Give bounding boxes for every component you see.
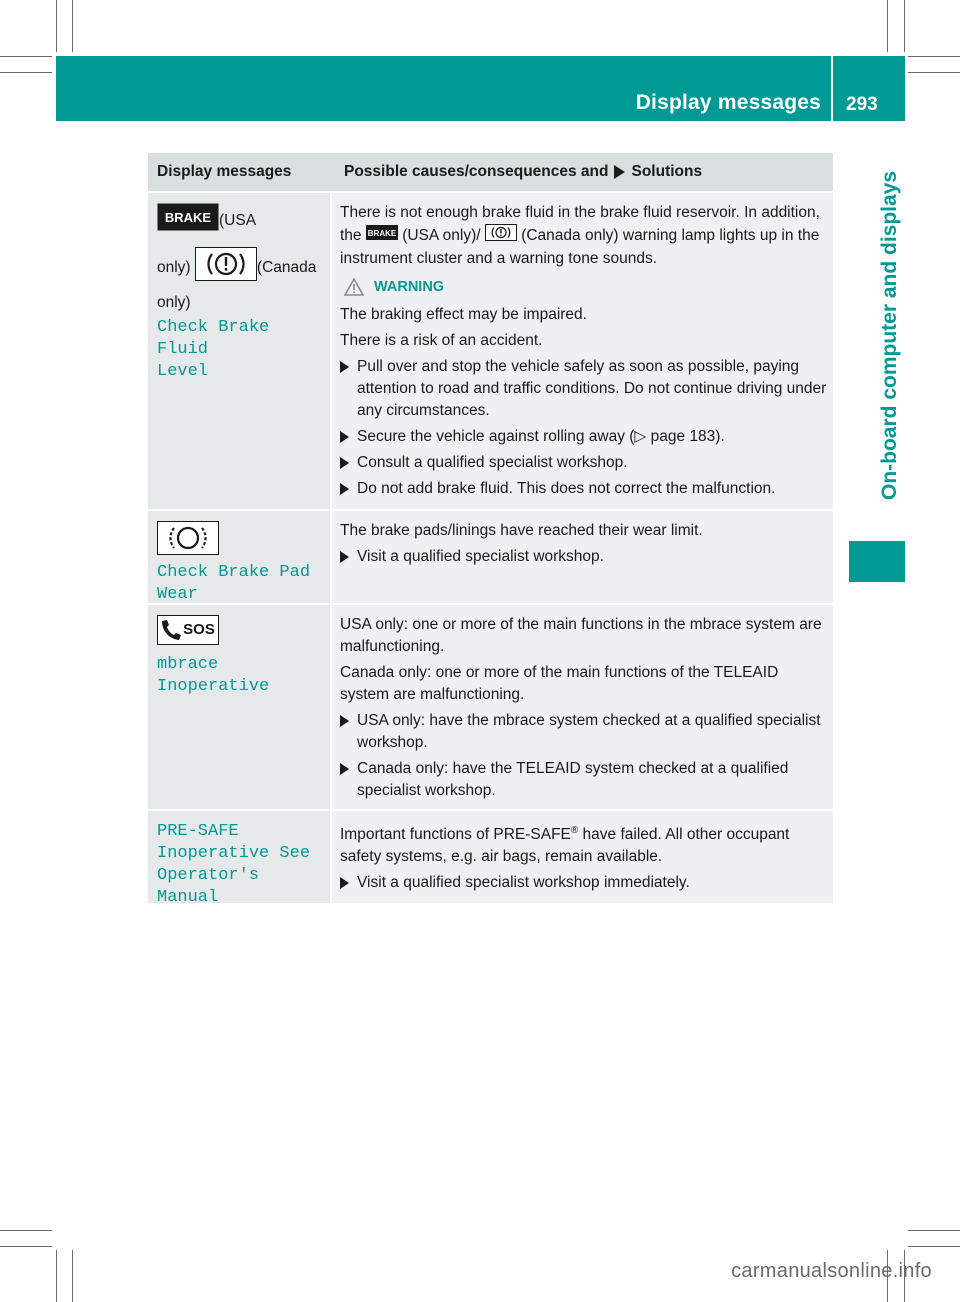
crop-mark: [56, 1250, 57, 1302]
description: [340, 202, 827, 270]
crop-mark: [0, 72, 52, 73]
usa-label: (USA: [219, 212, 257, 230]
solution-step: [340, 356, 827, 422]
crop-mark: [72, 1250, 73, 1302]
description-text: There is not enough brake fluid in the brake fluid reservoir. In addition, the: [340, 204, 820, 245]
solution-step: [340, 758, 827, 802]
display-message-text: Check Brake Pad Wear: [157, 563, 311, 604]
solution-step: [340, 452, 827, 474]
table-row: [148, 193, 833, 511]
arrow-right-icon: [340, 457, 349, 469]
section-tab-marker: [849, 541, 905, 582]
step-text: Consult a qualified specialist workshop.: [357, 454, 628, 471]
description: Canada only: one or more of the main functions of the TELEAID system are malfunctioning.: [340, 664, 779, 703]
page-number: 293: [846, 94, 878, 115]
step-text: Secure the vehicle against rolling away (▷ page 183).: [357, 428, 725, 445]
display-messages-table: [148, 153, 833, 905]
only-label: only): [157, 259, 191, 277]
description-text: (USA only)/: [402, 227, 481, 245]
crop-mark: [908, 1246, 960, 1247]
brake-pad-wear-icon: [157, 521, 219, 560]
arrow-right-icon: [340, 483, 349, 495]
table-header: [148, 153, 833, 193]
warning-text: The braking effect may be impaired.: [340, 306, 587, 323]
brake-warning-icon: [366, 225, 398, 247]
step-text: USA only: have the mbrace system checked at a qualified specialist workshop.: [357, 712, 821, 751]
brake-warning-icon: [157, 203, 219, 239]
column-header-messages: Display messages: [157, 163, 292, 180]
crop-mark: [0, 56, 52, 57]
column-header-solutions-text: Solutions: [631, 163, 703, 180]
table-row: [148, 811, 833, 905]
description: USA only: one or more of the main functions in the mbrace system are malfunctioning.: [340, 616, 822, 655]
warning-heading: [340, 276, 827, 298]
solution-step: [340, 872, 827, 894]
step-text: Visit a qualified specialist workshop immediately.: [357, 874, 690, 892]
display-message-text: Check Brake Fluid Level: [157, 318, 270, 381]
warning-text: There is a risk of an accident.: [340, 332, 543, 349]
solution-cell: [332, 511, 833, 603]
crop-mark: [0, 1246, 52, 1247]
warning-triangle-icon: [344, 278, 364, 296]
step-text: Canada only: have the TELEAID system checked at a qualified specialist workshop.: [357, 760, 789, 799]
solution-step: [340, 478, 827, 500]
arrow-right-icon: [340, 431, 349, 443]
arrow-right-icon: [340, 877, 349, 889]
arrow-right-icon: [340, 551, 349, 563]
canada-label: (Canada: [256, 259, 317, 277]
description: The brake pads/linings have reached their wear limit.: [340, 522, 703, 539]
registered-mark: ®: [570, 825, 579, 836]
solution-cell: [332, 193, 833, 509]
message-cell: [148, 511, 332, 603]
page-title: Display messages: [635, 91, 821, 114]
solution-cell: [332, 605, 833, 809]
indicator-line: [157, 203, 322, 239]
message-cell: [148, 811, 332, 907]
solution-cell: [332, 811, 833, 903]
step-text: Visit a qualified specialist workshop.: [357, 548, 604, 565]
display-message-text: PRE-SAFE Inoperative See Operator's Manual: [157, 822, 311, 907]
description: [340, 820, 827, 868]
solution-step: [340, 426, 827, 448]
crop-mark: [908, 72, 960, 73]
arrow-right-icon: [340, 715, 349, 727]
solution-step: [340, 546, 827, 568]
table-row: [148, 605, 833, 811]
message-cell: [148, 605, 332, 809]
section-tab-label: On-board computer and displays: [878, 170, 901, 500]
warning-label: WARNING: [374, 279, 445, 295]
description-text: Important functions of PRE-SAFE: [340, 826, 571, 844]
svg-text:BRAKE: BRAKE: [164, 210, 212, 225]
step-text: Pull over and stop the vehicle safely as soon as possible, paying attention to road and traffic conditions. Do not continue driving under any circumstances.: [357, 358, 827, 419]
crop-mark: [908, 1230, 960, 1231]
page-header: [56, 56, 905, 121]
description-text: have failed. All other occupant safety systems, e.g. air bags, remain available.: [340, 826, 790, 866]
svg-text:BRAKE: BRAKE: [367, 229, 397, 238]
sos-phone-icon: [157, 615, 219, 650]
table-row: [148, 511, 833, 605]
indicator-line: [157, 247, 322, 289]
column-header-causes-text: Possible causes/consequences and: [344, 163, 609, 180]
crop-mark: [0, 1230, 52, 1231]
arrow-right-icon: [340, 763, 349, 775]
display-message-text: mbrace Inoperative: [157, 655, 270, 696]
arrow-right-icon: [340, 361, 349, 373]
only-label: only): [157, 294, 191, 311]
crop-mark: [56, 0, 57, 52]
brake-circle-warning-icon: [485, 224, 517, 248]
crop-mark: [904, 0, 905, 52]
step-text: Do not add brake fluid. This does not correct the malfunction.: [357, 480, 776, 497]
arrow-right-icon: [614, 165, 625, 179]
crop-mark: [72, 0, 73, 52]
svg-text:SOS: SOS: [183, 621, 215, 638]
crop-mark: [887, 0, 888, 52]
message-cell: [148, 193, 332, 509]
brake-circle-warning-icon: [195, 247, 257, 289]
description-text: (Canada only) warning lamp lights up in the instrument cluster and a warning tone sounds.: [340, 227, 820, 267]
crop-mark: [908, 56, 960, 57]
header-divider: [831, 56, 833, 121]
solution-step: [340, 710, 827, 754]
column-header-causes: [332, 163, 833, 181]
watermark: carmanualsonline.info: [731, 1260, 932, 1282]
